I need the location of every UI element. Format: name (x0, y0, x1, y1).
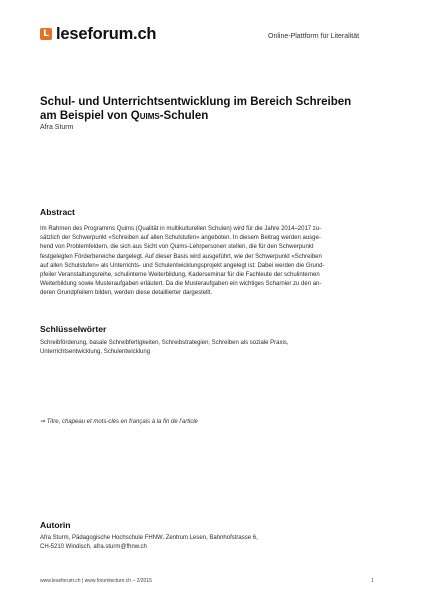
autorin-line: CH-5210 Windisch, afra.sturm@fhnw.ch (40, 544, 147, 551)
abstract-line: Im Rahmen des Programms Quims (Qualität in multikulturellen Schulen) wird für die Jahre 2014–2017 zu- (40, 226, 322, 232)
abstract-text (40, 225, 384, 299)
abstract-line: Weiterbildung sowie Musteraufgaben erläutert. Da die Musteraufgaben ein wichtiges Scharnier zu den an- (40, 281, 322, 288)
logo-text: leseforum.ch (56, 24, 157, 43)
autorin-text (40, 534, 384, 552)
title-line-2-quims: Quims (130, 110, 160, 122)
keywords-line: Unterrichtsentwicklung, Schulentwicklung (40, 349, 151, 356)
site-logo[interactable] (40, 23, 156, 45)
site-tagline: Online-Plattform für Literalität (268, 33, 360, 40)
autorin-heading: Autorin (40, 520, 71, 530)
title-line-2-suffix: -Schulen (159, 110, 209, 122)
keywords-line: Schreibförderung, basale Schreibfertigkeiten, Schreibstrategien, Schreiben als soziale Praxis, (40, 340, 289, 346)
title-line-2-prefix: am Beispiel von (40, 110, 131, 122)
abstract-line: pfeiler Veranstaltungsreihe, schulinterne Weiterbildung, Kaderseminar für die Fachleute der schulinternen (40, 272, 320, 279)
article-author: Afra Sturm (40, 124, 74, 131)
footer-text: www.leseforum.ch | www.forumlecture.ch – 2/2015 (40, 578, 152, 584)
keywords-heading: Schlüsselwörter (40, 324, 107, 334)
title-line-1: Schul- und Unterrichtsentwicklung im Bereich Schreiben (40, 96, 352, 108)
abstract-line: hend von Problemfeldern, die sich aus Sicht von Quims-Lehrpersonen stellen, die für den Schwerpunkt (40, 244, 314, 251)
autorin-line: Afra Sturm, Pädagogische Hochschule FHNW, Zentrum Lesen, Bahnhofstrasse 6, (40, 535, 258, 541)
abstract-heading: Abstract (40, 207, 75, 217)
abstract-line: auf allen Schulstufen» als Unterrichts- und Schulentwicklungsprojekt angelegt ist: Dabei werden die Grund- (40, 262, 325, 269)
title-line-2 (40, 109, 380, 123)
abstract-line: festgelegten Förderbereiche dargelegt. Auf dieser Basis wird ausgeführt, wie der Schwerpunkt «Schreiben (40, 253, 322, 260)
logo-mark-icon: L (40, 28, 52, 40)
french-version-link[interactable]: ⇒ Titre, chapeau et mots-clés en français à la fin de l'article (40, 419, 198, 425)
article-title (40, 95, 380, 123)
abstract-line: deren Grundpfeilern bilden, werden diese detaillierter dargestellt. (40, 290, 213, 297)
keywords-text (40, 339, 384, 357)
abstract-line: sätzlich der Schwerpunkt «Schreiben auf allen Schulstufen» angeboten. In diesem Beitrag werden ausge- (40, 235, 321, 242)
page-number: 1 (371, 578, 374, 584)
